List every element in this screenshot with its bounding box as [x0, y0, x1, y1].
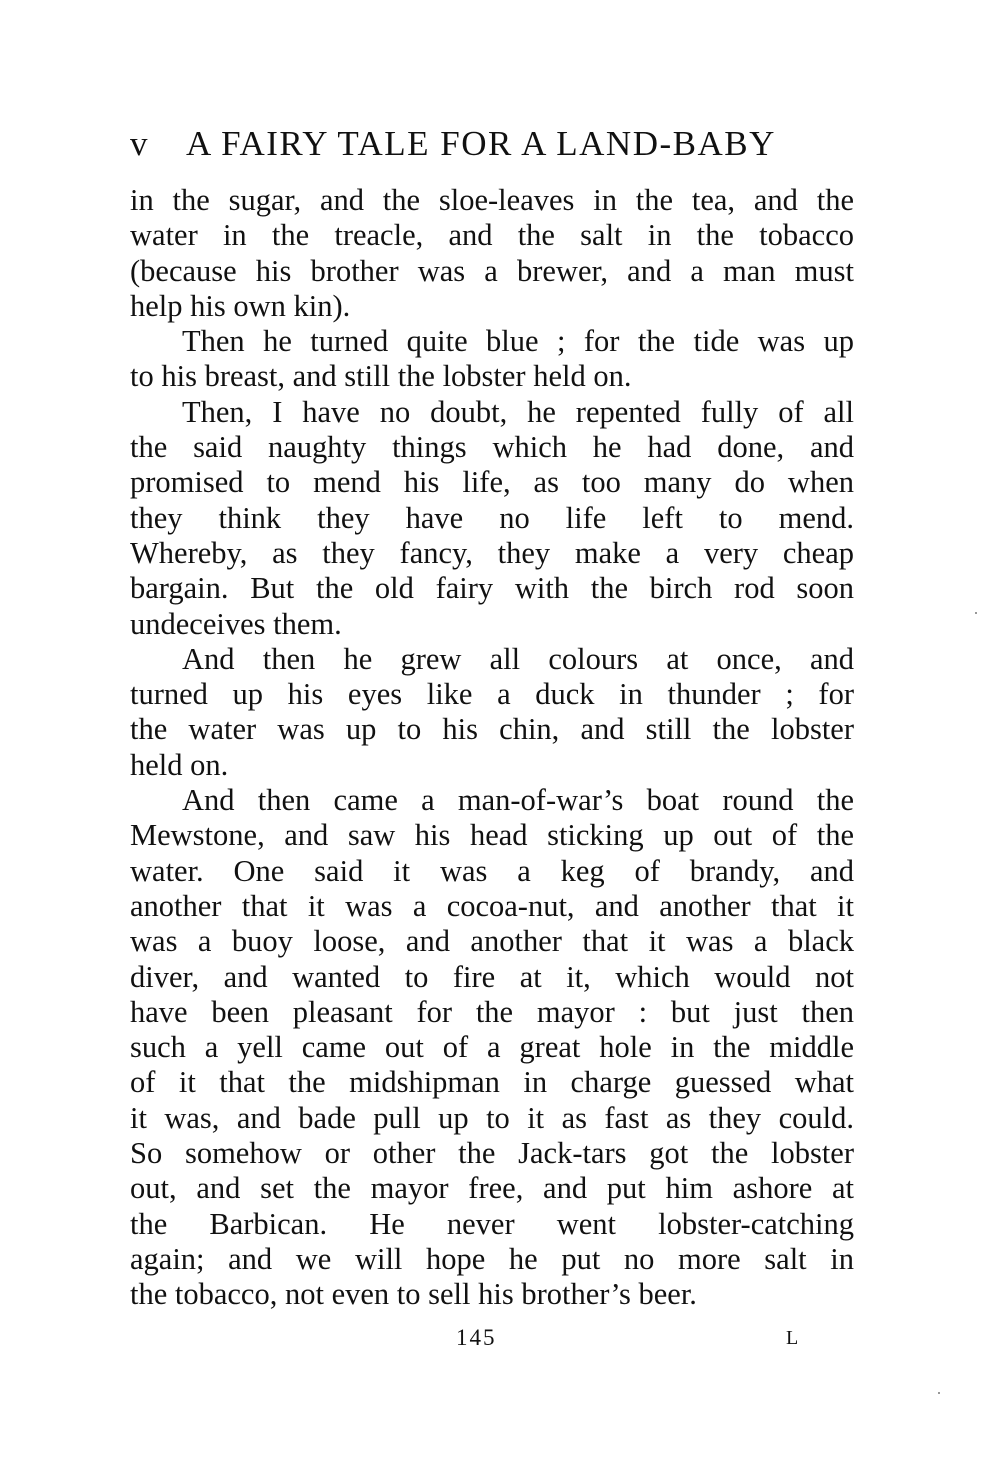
body-text — [130, 183, 854, 1313]
signature-mark: L — [786, 1327, 799, 1349]
text-line: help his own kin). — [130, 288, 351, 323]
text-line: it was, and bade pull up to it as fast as they could. — [130, 1100, 854, 1135]
text-line: the said naughty things which he had done, and — [130, 430, 854, 465]
text-line: of it that the midshipman in charge guessed what — [130, 1065, 854, 1100]
text-line: the water was up to his chin, and still the lobster — [130, 712, 854, 747]
text-line: Then he turned quite blue ; for the tide was up — [182, 324, 854, 359]
text-line: promised to mend his life, as too many do when — [130, 465, 854, 500]
text-line: Whereby, as they fancy, they make a very cheap — [130, 535, 854, 570]
text-line: held on. — [130, 747, 229, 782]
text-line: diver, and wanted to fire at it, which would not — [130, 959, 854, 994]
text-line: the tobacco, not even to sell his brother’s beer. — [130, 1277, 697, 1312]
page-number: 145 — [456, 1325, 497, 1350]
text-line: turned up his eyes like a duck in thunder ; for — [130, 677, 854, 712]
text-line: And then came a man-of-war’s boat round the — [182, 783, 854, 818]
text-line: undeceives them. — [130, 606, 342, 641]
text-line: Then, I have no doubt, he repented fully of all — [182, 394, 854, 429]
text-line: Mewstone, and saw his head sticking up out of the — [130, 818, 854, 853]
text-line: bargain. But the old fairy with the birch rod soon — [130, 571, 854, 606]
chapter-numeral: v — [130, 124, 149, 163]
text-line: again; and we will hope he put no more salt in — [130, 1241, 854, 1276]
text-line: have been pleasant for the mayor : but just then — [130, 994, 854, 1029]
text-line: another that it was a cocoa-nut, and another that it — [130, 888, 854, 923]
text-line: was a buoy loose, and another that it was a black — [130, 924, 854, 959]
running-title: A FAIRY TALE FOR A LAND-BABY — [186, 124, 776, 163]
text-line: they think they have no life left to mend. — [130, 500, 854, 535]
paper-speck — [938, 1392, 940, 1394]
text-line: in the sugar, and the sloe-leaves in the tea, and the — [130, 183, 854, 217]
text-line: the Barbican. He never went lobster-catching — [130, 1206, 854, 1241]
text-line: out, and set the mayor free, and put him ashore at — [130, 1171, 854, 1206]
text-line: And then he grew all colours at once, and — [182, 641, 854, 676]
text-line: water. One said it was a keg of brandy, and — [130, 853, 854, 888]
running-head — [130, 119, 830, 169]
text-line: such a yell came out of a great hole in the middle — [130, 1030, 854, 1065]
text-line: water in the treacle, and the salt in the tobacco — [130, 218, 854, 253]
text-line: So somehow or other the Jack-tars got the lobster — [130, 1136, 854, 1171]
paper-speck — [975, 612, 977, 614]
text-line: to his breast, and still the lobster held on. — [130, 359, 632, 394]
text-line: (because his brother was a brewer, and a man must — [130, 253, 854, 288]
